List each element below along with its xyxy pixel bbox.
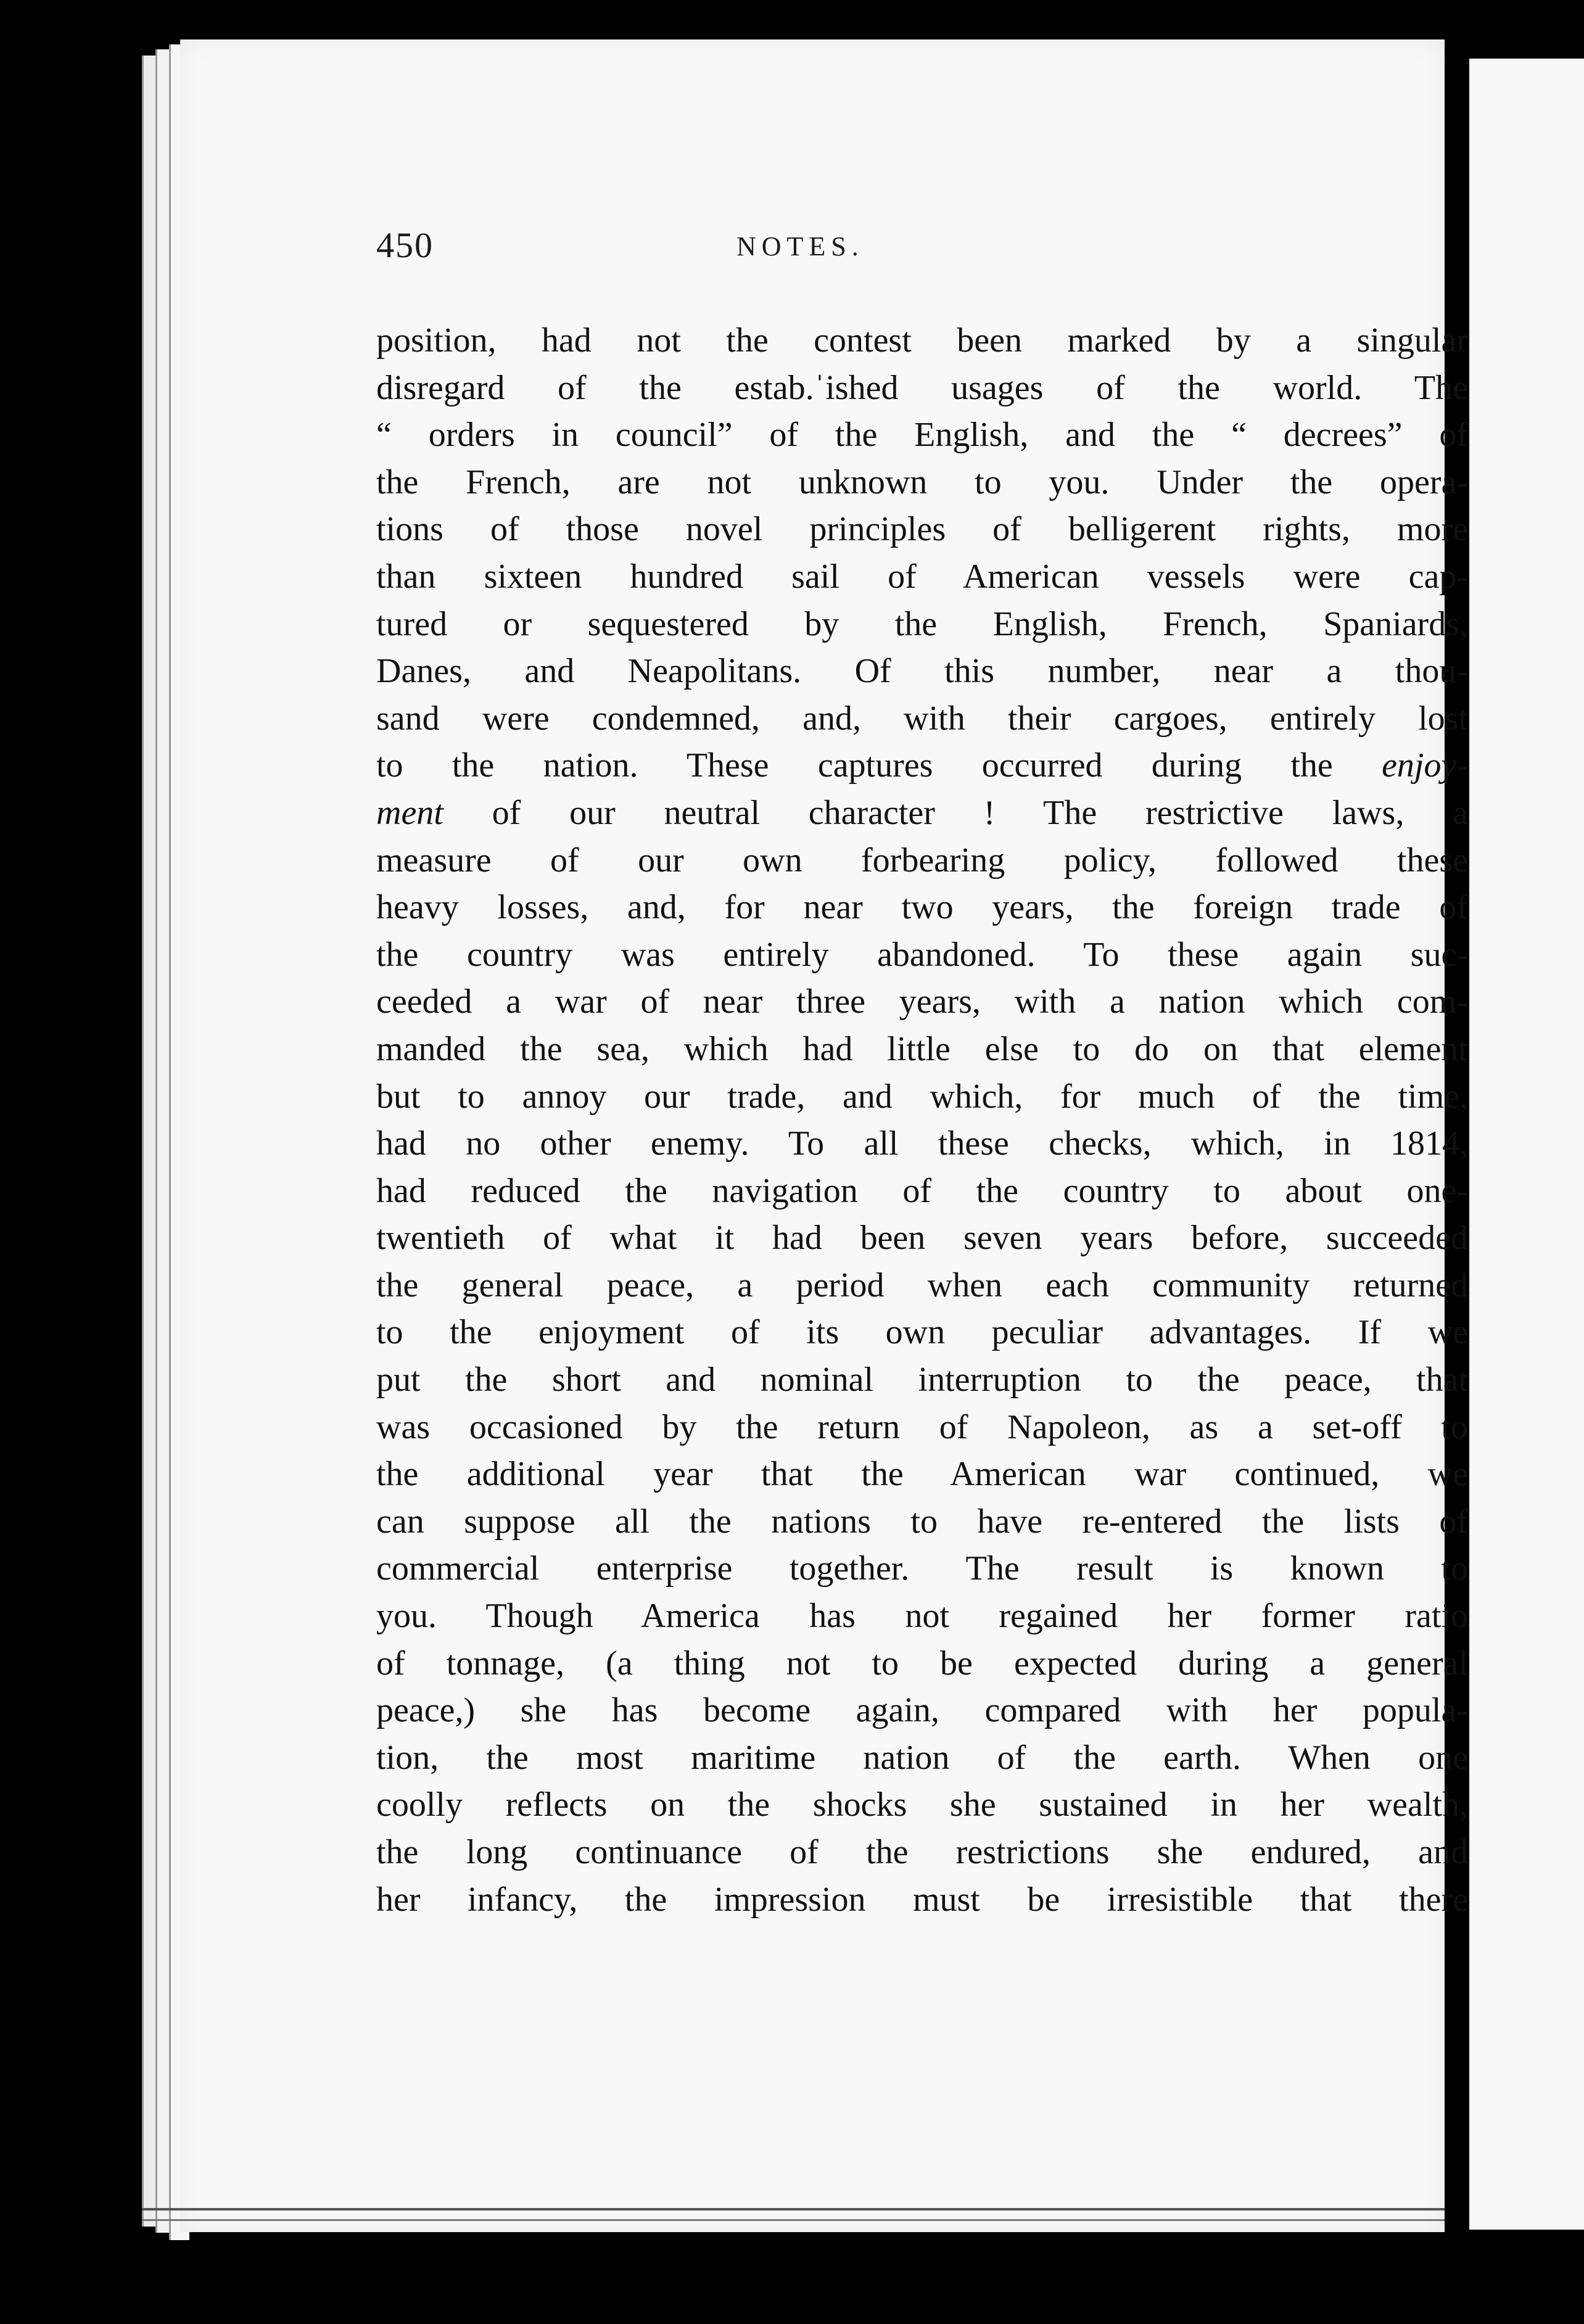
- text-line: than sixteen hundred sail of American vessels were cap-: [376, 557, 1468, 596]
- page-number: 450: [376, 225, 434, 265]
- text-fragment: of our neutral character ! The restrictive laws, a: [443, 793, 1468, 832]
- text-line: position, had not the contest been marked by a singular: [376, 321, 1468, 360]
- book-page: [180, 39, 1468, 2232]
- text-line: the long continuance of the restrictions she endured, and: [376, 1833, 1468, 1871]
- italic-fragment: enjoy-: [1382, 746, 1468, 785]
- body-text: [376, 317, 1468, 1923]
- text-line: twentieth of what it had been seven years before, succeeded: [376, 1219, 1468, 1258]
- text-line: Danes, and Neapolitans. Of this number, near a thou-: [376, 652, 1468, 691]
- text-line: sand were condemned, and, with their cargoes, entirely lost: [376, 699, 1468, 738]
- text-line: “ orders in council” of the English, and the “ decrees” of: [376, 416, 1468, 455]
- text-line: put the short and nominal interruption to the peace, that: [376, 1361, 1468, 1399]
- text-line: had no other enemy. To all these checks, which, in 1814,: [376, 1124, 1468, 1163]
- text-fragment: to the nation. These captures occurred during the: [376, 746, 1382, 785]
- text-line: ceeded a war of near three years, with a nation which com-: [376, 983, 1468, 1021]
- text-line: the country was entirely abandoned. To these again suc-: [376, 935, 1468, 974]
- text-line: disregard of the estab.ˈished usages of the world. The: [376, 368, 1468, 407]
- text-line: the additional year that the American war continued, we: [376, 1455, 1468, 1494]
- text-line: her infancy, the impression must be irresistible that there: [376, 1880, 1468, 1919]
- page-bottom-edge: [142, 2219, 1445, 2221]
- text-line: had reduced the navigation of the country to about one-: [376, 1171, 1468, 1210]
- text-line: the general peace, a period when each community returned: [376, 1266, 1468, 1304]
- text-line: heavy losses, and, for near two years, the foreign trade of: [376, 888, 1468, 927]
- text-line: to the enjoyment of its own peculiar advantages. If we: [376, 1313, 1468, 1352]
- text-line: you. Though America has not regained her former ratio: [376, 1597, 1468, 1636]
- text-line: coolly reflects on the shocks she sustained in her wealth,: [376, 1786, 1468, 1824]
- running-head-title: NOTES.: [736, 231, 864, 262]
- text-line: tured or sequestered by the English, French, Spaniards,: [376, 604, 1468, 643]
- text-line: tions of those novel principles of belligerent rights, more: [376, 510, 1468, 549]
- text-line: peace,) she has become again, compared with her popula-: [376, 1691, 1468, 1730]
- italic-fragment: ment: [376, 793, 443, 832]
- text-line: measure of our own forbearing policy, followed these: [376, 841, 1468, 880]
- text-line: but to annoy our trade, and which, for much of the time,: [376, 1077, 1468, 1116]
- text-line: tion, the most maritime nation of the earth. When one: [376, 1738, 1468, 1777]
- text-line: the French, are not unknown to you. Under the opera-: [376, 463, 1468, 501]
- page-bottom-edge: [142, 2208, 1445, 2211]
- text-line: can suppose all the nations to have re-entered the lists of: [376, 1502, 1468, 1541]
- next-page-edge: [1469, 59, 1584, 2230]
- text-line: commercial enterprise together. The result is known to: [376, 1549, 1468, 1588]
- text-line-with-italic: [376, 789, 1468, 837]
- running-head: [180, 225, 1445, 292]
- text-line-with-italic: [376, 742, 1468, 789]
- text-line: of tonnage, (a thing not to be expected during a general: [376, 1644, 1468, 1683]
- text-line: manded the sea, which had little else to do on that element: [376, 1029, 1468, 1068]
- text-line: was occasioned by the return of Napoleon, as a set-off to: [376, 1407, 1468, 1446]
